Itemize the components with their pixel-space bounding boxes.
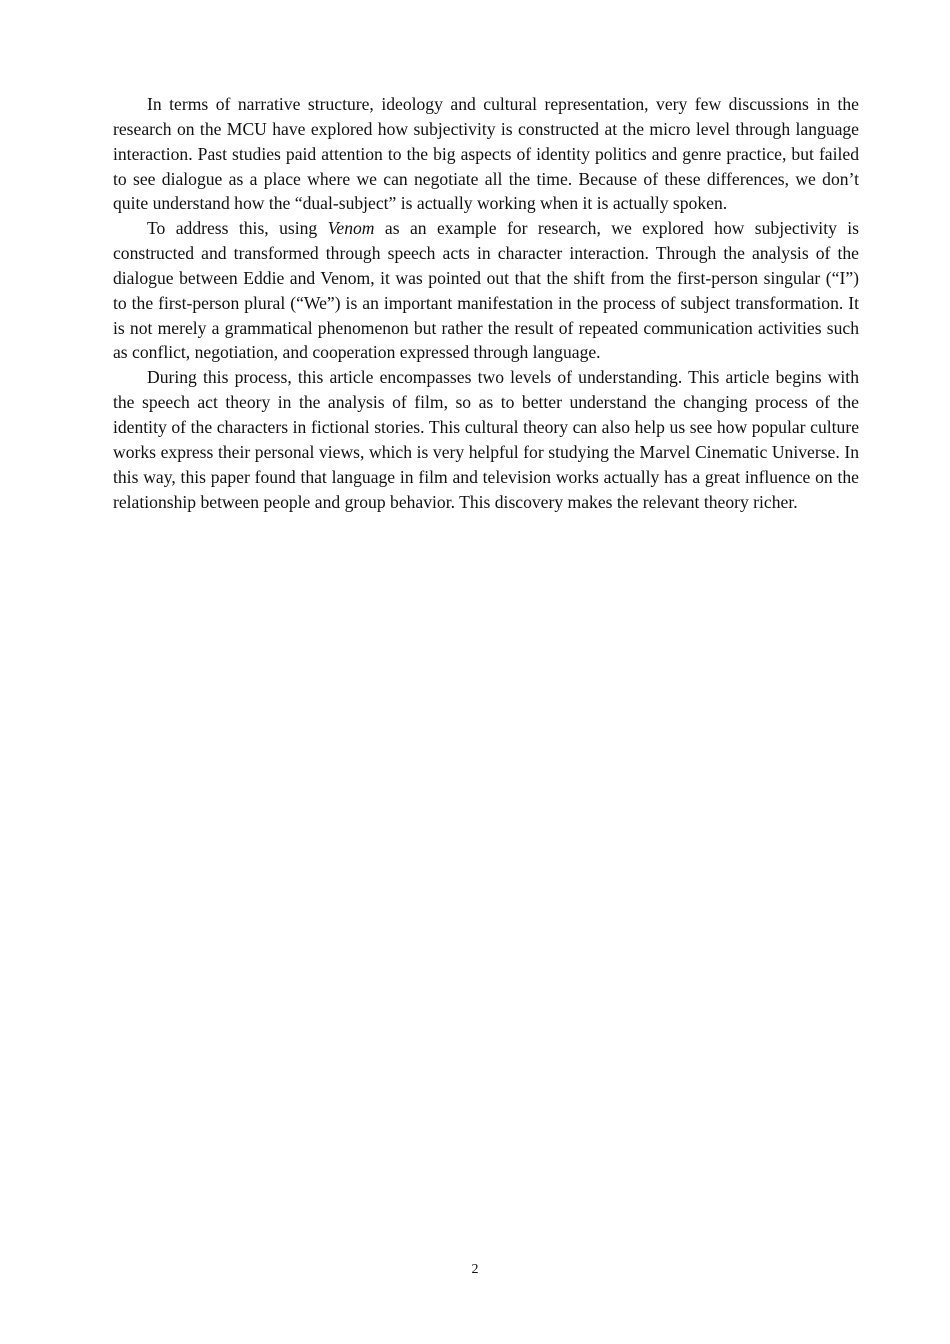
document-body bbox=[113, 92, 859, 514]
paragraph-3: During this process, this article encompasses two levels of understanding. This article begins with the speech act theory in the analysis of film, so as to better understand the changing process of the identity of the characters in fictional stories. This cultural theory can also help us see how popular culture works express their personal views, which is very helpful for studying the Marvel Cinematic Universe. In this way, this paper found that language in film and television works actually has a great influence on the relationship between people and group behavior. This discovery makes the relevant theory richer. bbox=[113, 367, 859, 512]
paragraph-2-lead: To address this, using bbox=[147, 218, 328, 239]
paragraph-2-rest: as an example for research, we explored how subjectivity is constructed and transformed through speech acts in character interaction. Through the analysis of the dialogue between Eddie and Venom, it was pointed out that the shift from the first-person singular (“I”) to the first-person plural (“We”) is an important manifestation in the process of subject transformation. It is not merely a grammatical phenomenon but rather the result of repeated communication activities such as conflict, negotiation, and cooperation expressed through language. bbox=[113, 218, 860, 363]
paragraph-1: In terms of narrative structure, ideology and cultural representation, very few discussions in the research on the MCU have explored how subjectivity is constructed at the micro level through language interaction. Past studies paid attention to the big aspects of identity politics and genre practice, but failed to see dialogue as a place where we can negotiate all the time. Because of these differences, we don’t quite understand how the “dual-subject” is actually working when it is actually spoken. bbox=[113, 94, 859, 214]
paragraph-2 bbox=[113, 216, 859, 365]
film-title-venom: Venom bbox=[327, 218, 375, 239]
page-number: 2 bbox=[471, 1262, 479, 1277]
